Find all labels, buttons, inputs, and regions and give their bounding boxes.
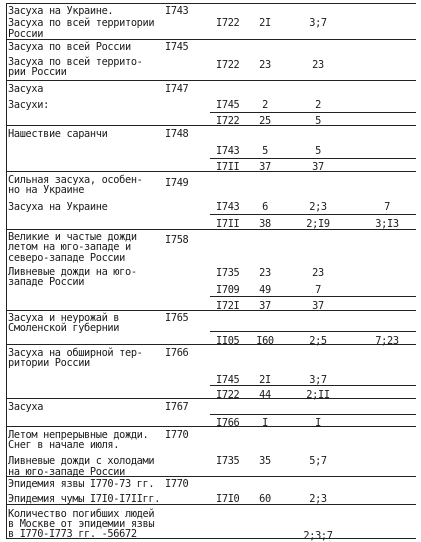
interval-value: 2I (259, 17, 271, 29)
cycle-value: 2;I9 (306, 218, 330, 230)
analog-year: I7II (216, 218, 240, 230)
interval-value: I60 (256, 335, 274, 347)
sub-event-text: рии России (8, 66, 67, 78)
interval-value: 5 (262, 145, 268, 157)
analog-year: I735 (216, 455, 240, 467)
analog-year: I745 (216, 99, 240, 111)
event-year: I766 (165, 347, 189, 359)
event-year: I743 (165, 5, 189, 17)
row-separator (6, 3, 416, 4)
cycle-value: I (315, 417, 321, 429)
cycle-value: 2 (315, 99, 321, 111)
analog-year: I722 (216, 59, 240, 71)
row-separator (6, 171, 416, 172)
analog-year: II05 (216, 335, 240, 347)
row-separator (6, 476, 416, 477)
cycle-value: 3;7 (309, 17, 327, 29)
cycle-value: 5 (315, 115, 321, 127)
sub-event-text: Ливневые дожди на юго- (8, 266, 137, 278)
interval-value: 37 (259, 161, 271, 173)
row-separator (6, 398, 416, 399)
sub-row-rule (210, 414, 416, 415)
event-text: северо-западе России (8, 252, 125, 264)
event-year: I745 (165, 41, 189, 53)
sub-event-text: России (8, 28, 44, 40)
interval-value: 44 (259, 389, 271, 401)
cycle-value: 2;3 (309, 493, 327, 505)
analog-year: I7I0 (216, 493, 240, 505)
event-year: I765 (165, 312, 189, 324)
analog-year: I722 (216, 115, 240, 127)
event-text: Смоленской губернии (8, 322, 120, 334)
row-separator (6, 80, 416, 81)
event-text: Засуха на Украине. (8, 5, 114, 17)
interval-value: 35 (259, 455, 271, 467)
sub-row-rule (210, 214, 416, 215)
sub-row-rule (210, 112, 416, 113)
cycle-value: 2;3;7 (303, 530, 333, 542)
analog-year: I7II (216, 161, 240, 173)
event-text: Снег в начале июля. (8, 439, 120, 451)
event-text: Засуха по всей России (8, 41, 131, 53)
analog-year: I722 (216, 389, 240, 401)
interval-value: 49 (259, 284, 271, 296)
interval-value: 23 (259, 59, 271, 71)
event-text: Эпидемия язвы I770-73 гг. (8, 478, 155, 490)
row-separator (6, 310, 416, 311)
sub-event-text: Засуха на Украине (8, 201, 108, 213)
event-text: Количество погибших людей (8, 508, 155, 520)
event-text: Сильная засуха, особен- (8, 174, 143, 186)
sub-event-text: Засухи: (8, 99, 49, 111)
event-year: I749 (165, 177, 189, 189)
row-separator (6, 229, 416, 230)
table-left-border (6, 3, 7, 538)
analog-year: I722 (216, 17, 240, 29)
analog-year: I735 (216, 267, 240, 279)
table-bottom-rule (6, 538, 416, 539)
sub-event-text: Ливневые дожди с холодами (8, 455, 155, 467)
row-separator (6, 39, 416, 40)
cycle-value: 37 (312, 300, 324, 312)
event-text: Нашествие саранчи (8, 128, 108, 140)
row-separator (6, 125, 416, 126)
interval-value: 2 (262, 99, 268, 111)
cycle-value: 7 (315, 284, 321, 296)
sub-event-text: на юго-западе России (8, 466, 125, 478)
cycle-value: 5 (315, 145, 321, 157)
cycle-value: 23 (312, 267, 324, 279)
event-text: Засуха на обширной тер- (8, 347, 143, 359)
cycle-value: 37 (312, 161, 324, 173)
interval-value: I (262, 417, 268, 429)
event-text: летом на юго-западе и (8, 241, 131, 253)
interval-value: 23 (259, 267, 271, 279)
sub-row-rule (210, 385, 416, 386)
event-text: но на Украине (8, 184, 85, 196)
cycle-value: 3;7 (309, 374, 327, 386)
event-year: I770 (165, 429, 189, 441)
interval-value: 38 (259, 218, 271, 230)
event-year: I758 (165, 234, 189, 246)
cycle-value: 23 (312, 59, 324, 71)
cycle-value: 5;7 (309, 455, 327, 467)
interval-value: 25 (259, 115, 271, 127)
analog-year: I72I (216, 300, 240, 312)
event-text: Летом непрерывные дожди. (8, 429, 149, 441)
event-text: ритории России (8, 357, 90, 369)
event-year: I767 (165, 401, 189, 413)
interval-value: 2I (259, 374, 271, 386)
event-text: Эпидемия чумы I7I0-I7IIгг. (8, 493, 161, 505)
analog-year: I743 (216, 201, 240, 213)
sub-row-rule (210, 331, 416, 332)
event-year: I770 (165, 478, 189, 490)
sub-row-rule (210, 296, 416, 297)
interval-value: 60 (259, 493, 271, 505)
interval-value: 6 (262, 201, 268, 213)
event-text: Засуха (8, 83, 44, 95)
analog-year: I743 (216, 145, 240, 157)
cycle-value: 2;II (306, 389, 330, 401)
event-text: в Москве от эпидемии язвы (8, 518, 155, 530)
event-year: I747 (165, 83, 189, 95)
extra-cycle-value: 7 (384, 201, 390, 213)
event-year: I748 (165, 128, 189, 140)
event-text: в I770-I773 гг. -56672 (8, 528, 137, 540)
row-separator (6, 426, 416, 427)
cycle-value: 2;5 (309, 335, 327, 347)
event-text: Засуха и неурожай в (8, 312, 120, 324)
row-separator (6, 344, 416, 345)
analog-year: I766 (216, 417, 240, 429)
cycle-value: 2;3 (309, 201, 327, 213)
extra-cycle-value: 7;23 (375, 335, 399, 347)
extra-cycle-value: 3;I3 (375, 218, 399, 230)
event-text: Засуха (8, 401, 44, 413)
interval-value: 37 (259, 300, 271, 312)
sub-row-rule (210, 158, 416, 159)
event-text: Великие и частые дожди (8, 231, 137, 243)
analog-year: I709 (216, 284, 240, 296)
sub-event-text: Засуха по всей территории (8, 17, 155, 29)
analog-year: I745 (216, 374, 240, 386)
sub-event-text: Засуха по всей террито- (8, 56, 143, 68)
sub-event-text: западе России (8, 276, 85, 288)
row-separator (6, 504, 416, 505)
